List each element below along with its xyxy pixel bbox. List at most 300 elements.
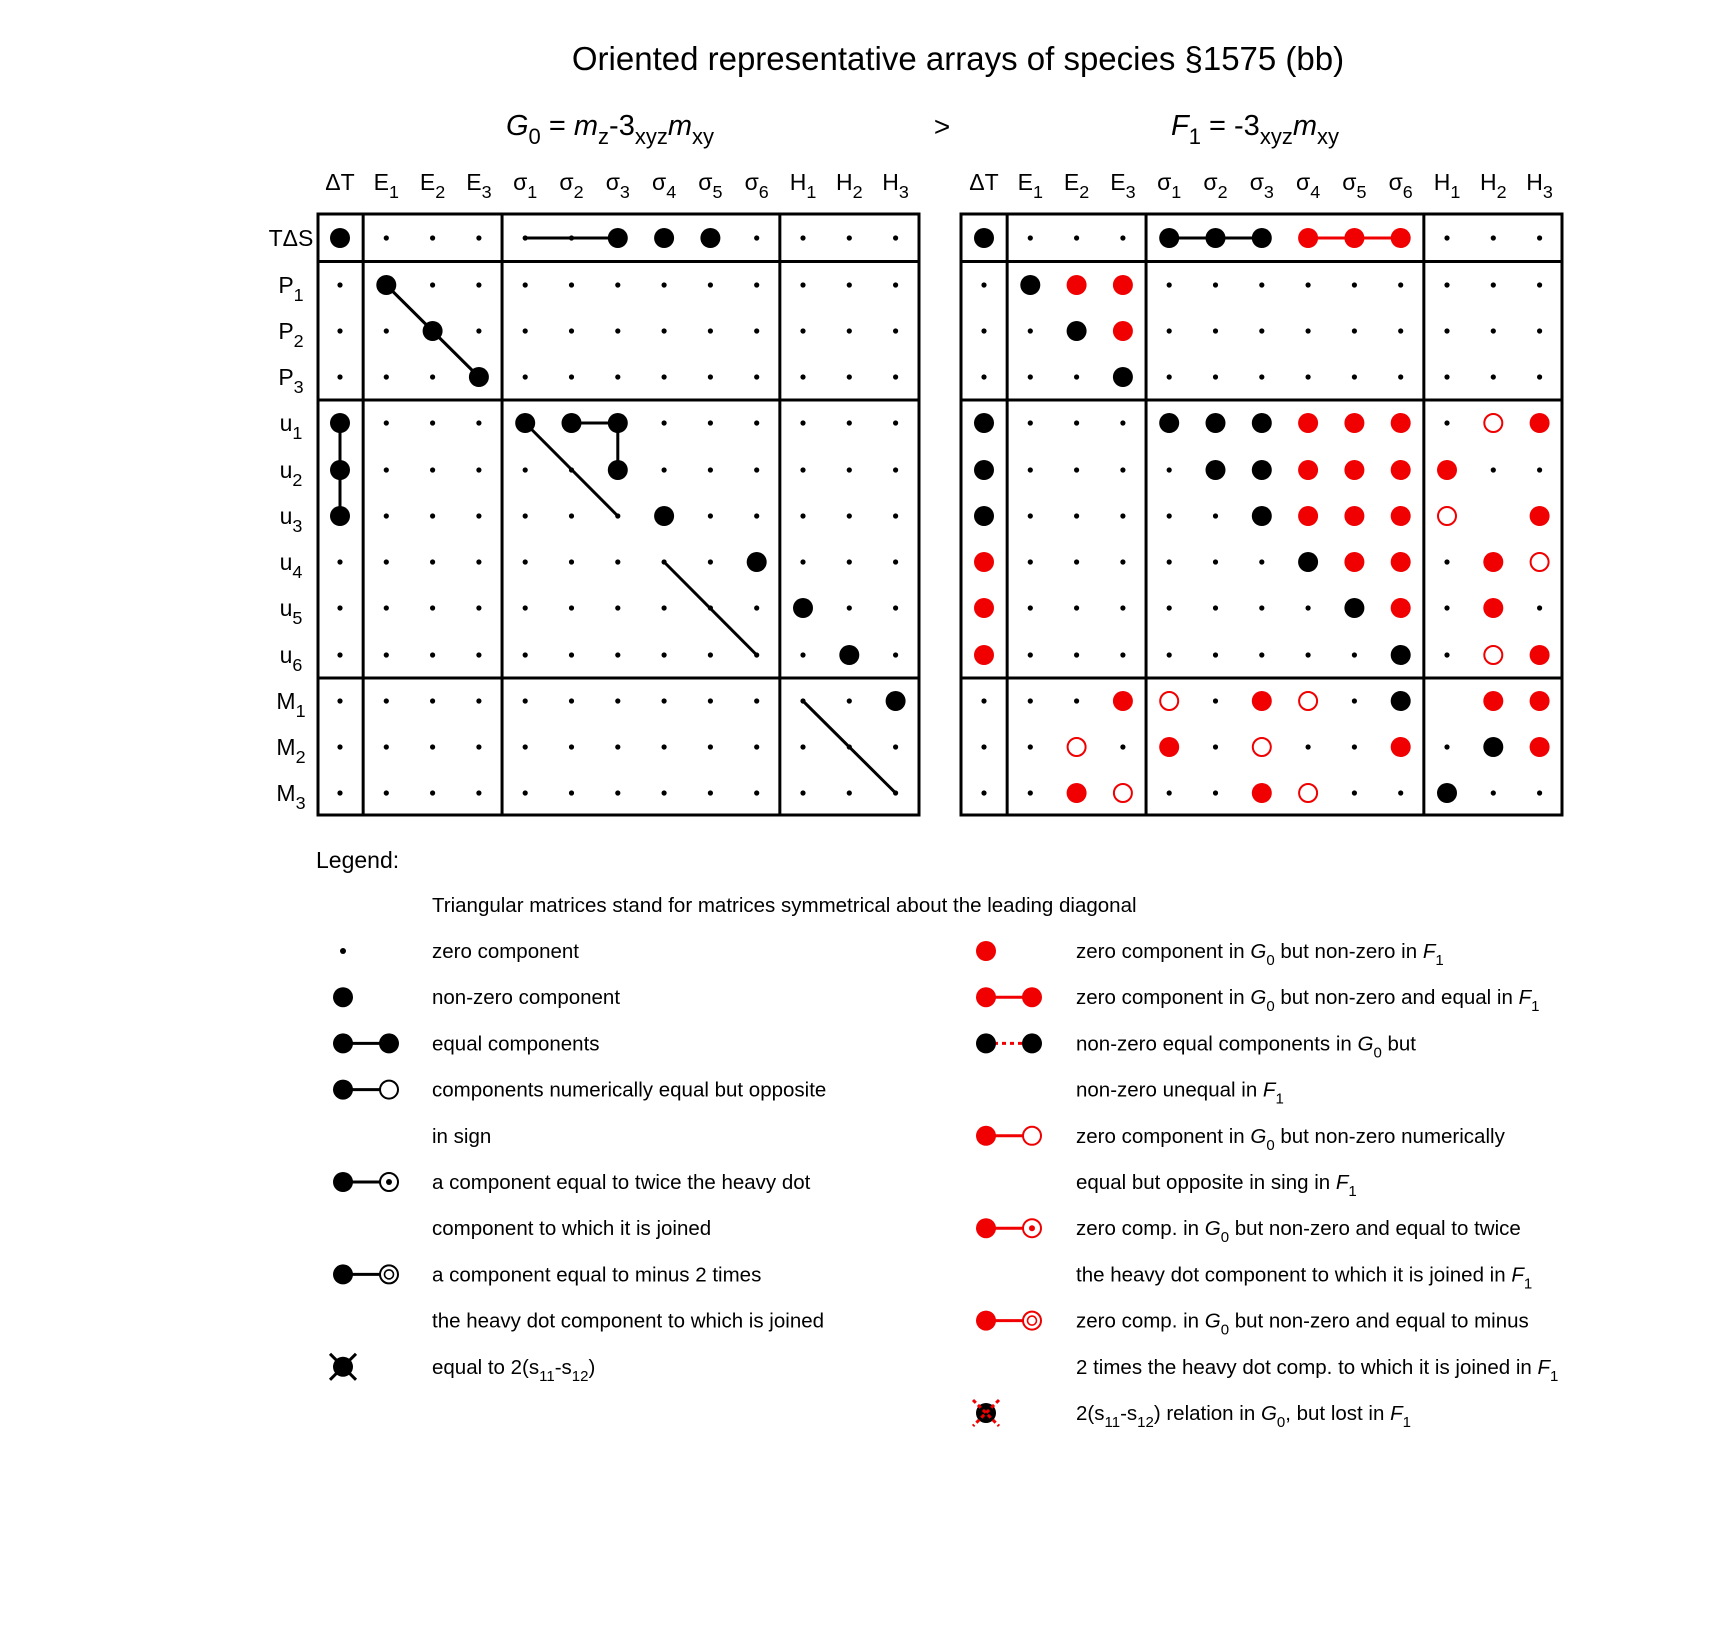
new-nonzero-component bbox=[1344, 506, 1364, 526]
equal-symbol bbox=[333, 1033, 399, 1053]
cross-symbol bbox=[330, 1354, 356, 1380]
new-nonzero-component bbox=[974, 552, 994, 572]
zero-component bbox=[1306, 652, 1311, 657]
zero-component bbox=[615, 652, 620, 657]
zero-component bbox=[384, 420, 389, 425]
zero-component bbox=[476, 652, 481, 657]
zero-component bbox=[1120, 605, 1125, 610]
zero-component bbox=[800, 790, 805, 795]
zero-component bbox=[800, 559, 805, 564]
zero-component bbox=[1491, 374, 1496, 379]
new-nonzero-component bbox=[1483, 552, 1503, 572]
zero-component bbox=[569, 559, 574, 564]
legend-item bbox=[976, 1032, 1416, 1107]
opposite-sign-component bbox=[1484, 414, 1502, 432]
new-nonzero-component bbox=[1530, 413, 1550, 433]
big-symbol bbox=[333, 987, 353, 1007]
nonzero-component bbox=[1344, 598, 1364, 618]
legend-text: zero component in $G_0$ but non-zero and equal in $F_1$ bbox=[1076, 986, 1540, 1016]
new-nonzero-component bbox=[974, 645, 994, 665]
column-header: $H_3$ bbox=[1526, 169, 1553, 203]
zero-component bbox=[1444, 559, 1449, 564]
zero-component bbox=[523, 282, 528, 287]
nonzero-component bbox=[1391, 691, 1411, 711]
nonzero-component bbox=[330, 413, 350, 433]
zero-component bbox=[476, 328, 481, 333]
zero-component bbox=[708, 420, 713, 425]
zero-component bbox=[1120, 467, 1125, 472]
nonzero-component bbox=[330, 460, 350, 480]
legend-text: zero component in $G_0$ but non-zero numerically bbox=[1076, 1124, 1505, 1154]
nonzero-component bbox=[469, 367, 489, 387]
new-nonzero-component bbox=[1344, 413, 1364, 433]
opposite-symbol bbox=[333, 1080, 398, 1100]
zero-component bbox=[893, 328, 898, 333]
zero-component bbox=[1444, 374, 1449, 379]
new-nonzero-component bbox=[1483, 598, 1503, 618]
legend-text: zero comp. in $G_0$ but non-zero and equal to minus bbox=[1076, 1309, 1529, 1339]
zero-component bbox=[1352, 790, 1357, 795]
zero-component bbox=[708, 282, 713, 287]
column-header: $E_2$ bbox=[1063, 169, 1090, 203]
new-nonzero-component bbox=[1530, 645, 1550, 665]
zero-component bbox=[569, 374, 574, 379]
nonzero-component bbox=[562, 413, 582, 433]
zero-component bbox=[847, 282, 852, 287]
zero-component bbox=[1120, 235, 1125, 240]
legend-item bbox=[340, 940, 579, 963]
zero-component bbox=[337, 282, 342, 287]
zero-component bbox=[708, 790, 713, 795]
zero-component bbox=[1213, 328, 1218, 333]
zero-component bbox=[430, 744, 435, 749]
nonzero-component bbox=[1206, 460, 1226, 480]
legend-text: component to which it is joined bbox=[432, 1217, 712, 1241]
zero-component bbox=[1074, 559, 1079, 564]
zero-component bbox=[981, 698, 986, 703]
comparison-sign: > bbox=[933, 111, 951, 142]
row-label: $u_6$ bbox=[279, 642, 303, 676]
zero-component bbox=[1537, 374, 1542, 379]
column-header: $H_1$ bbox=[1433, 169, 1461, 203]
new-nonzero-component bbox=[1344, 460, 1364, 480]
zero-component bbox=[569, 282, 574, 287]
zero-component bbox=[569, 605, 574, 610]
nonzero-component bbox=[1206, 413, 1226, 433]
column-header: $\sigma_1$ bbox=[513, 169, 538, 203]
zero-component bbox=[847, 790, 852, 795]
legend-item bbox=[330, 1354, 595, 1385]
zero-component bbox=[800, 467, 805, 472]
legend-text: zero comp. in $G_0$ but non-zero and equal to twice bbox=[1076, 1217, 1521, 1247]
new-nonzero-component bbox=[1298, 460, 1318, 480]
legend-item bbox=[976, 986, 1539, 1015]
nonzero-component bbox=[793, 598, 813, 618]
zero-component bbox=[708, 374, 713, 379]
zero-component bbox=[1167, 513, 1172, 518]
zero-component bbox=[1120, 513, 1125, 518]
zero-component bbox=[569, 698, 574, 703]
zero-component bbox=[1074, 652, 1079, 657]
column-header: $E_1$ bbox=[373, 169, 399, 203]
zero-component bbox=[754, 282, 759, 287]
zero-component bbox=[754, 374, 759, 379]
row-label: $P_1$ bbox=[278, 272, 304, 306]
zero-component bbox=[1074, 467, 1079, 472]
legend-item bbox=[976, 1217, 1532, 1292]
twice-symbol bbox=[333, 1172, 398, 1192]
zero-component bbox=[1028, 790, 1033, 795]
zero-component bbox=[1352, 744, 1357, 749]
column-header: $\sigma_6$ bbox=[744, 169, 769, 203]
zero-component bbox=[430, 513, 435, 518]
nonzero-component bbox=[515, 413, 535, 433]
zero-component bbox=[1213, 652, 1218, 657]
zero-component bbox=[337, 328, 342, 333]
zero-component bbox=[569, 744, 574, 749]
nonzero-component bbox=[747, 552, 767, 572]
legend-text: zero component in $G_0$ but non-zero in $F_1$ bbox=[1076, 940, 1444, 969]
row-label: $M_2$ bbox=[276, 734, 306, 768]
zero-component bbox=[430, 420, 435, 425]
nonzero-component bbox=[1298, 552, 1318, 572]
zero-component bbox=[384, 559, 389, 564]
opposite-sign-component bbox=[1299, 784, 1317, 802]
zero-component bbox=[847, 744, 852, 749]
zero-component bbox=[615, 328, 620, 333]
row-label: $M_1$ bbox=[276, 688, 306, 722]
column-header: $\sigma_2$ bbox=[1203, 169, 1228, 203]
new-nonzero-component bbox=[1067, 783, 1087, 803]
zero-component bbox=[337, 744, 342, 749]
legend-text: equal to $2(s_{11}-s_{12})$ bbox=[432, 1355, 596, 1385]
zero-component bbox=[662, 744, 667, 749]
zero-component bbox=[662, 420, 667, 425]
zero-component bbox=[430, 698, 435, 703]
zero-component bbox=[893, 605, 898, 610]
zero-component bbox=[981, 790, 986, 795]
zero-component bbox=[1074, 420, 1079, 425]
zero-component bbox=[1213, 282, 1218, 287]
zero-component bbox=[1444, 652, 1449, 657]
new-nonzero-component bbox=[1391, 228, 1411, 248]
zero-component bbox=[384, 235, 389, 240]
zero-component bbox=[1398, 790, 1403, 795]
zero-component bbox=[1213, 605, 1218, 610]
zero-component bbox=[662, 790, 667, 795]
new-nonzero-component bbox=[1113, 691, 1133, 711]
zero-component bbox=[615, 513, 620, 518]
zero-component bbox=[754, 744, 759, 749]
zero-component bbox=[662, 374, 667, 379]
nonzero-component bbox=[654, 506, 674, 526]
opposite-sign-component bbox=[1531, 553, 1549, 571]
nonzero-component bbox=[700, 228, 720, 248]
new-nonzero-component bbox=[1530, 737, 1550, 757]
zero-component bbox=[384, 467, 389, 472]
new-nonzero-component bbox=[1391, 413, 1411, 433]
legend-text: the heavy dot component to which is joined bbox=[432, 1309, 825, 1333]
zero-component bbox=[523, 467, 528, 472]
new-nonzero-component bbox=[1391, 552, 1411, 572]
zero-component bbox=[1167, 282, 1172, 287]
zero-component bbox=[1167, 559, 1172, 564]
zero-component bbox=[523, 698, 528, 703]
zero-component bbox=[1213, 559, 1218, 564]
nonzero-component bbox=[608, 413, 628, 433]
zero-component bbox=[800, 698, 805, 703]
nonzero-component bbox=[423, 321, 443, 341]
zero-component bbox=[1028, 235, 1033, 240]
zero-component bbox=[1444, 282, 1449, 287]
nonzero-component bbox=[1020, 275, 1040, 295]
zero-component bbox=[1491, 790, 1496, 795]
dotted-symbol bbox=[976, 1033, 1042, 1053]
legend-text: non-zero component bbox=[432, 986, 621, 1010]
zero-component bbox=[523, 605, 528, 610]
zero-component bbox=[847, 420, 852, 425]
red-minus2-symbol bbox=[976, 1311, 1041, 1331]
zero-component bbox=[1259, 559, 1264, 564]
legend-text: components numerically equal but opposite bbox=[432, 1078, 827, 1102]
zero-component bbox=[893, 559, 898, 564]
zero-component bbox=[1398, 328, 1403, 333]
small-symbol bbox=[340, 948, 346, 954]
zero-component bbox=[893, 467, 898, 472]
zero-component bbox=[1028, 652, 1033, 657]
zero-component bbox=[1352, 698, 1357, 703]
zero-component bbox=[1259, 652, 1264, 657]
zero-component bbox=[1167, 328, 1172, 333]
zero-component bbox=[754, 605, 759, 610]
zero-component bbox=[893, 374, 898, 379]
zero-component bbox=[476, 698, 481, 703]
zero-component bbox=[337, 559, 342, 564]
legend-heading: Legend: bbox=[316, 847, 400, 873]
zero-component bbox=[1259, 605, 1264, 610]
left-panel bbox=[269, 110, 919, 815]
zero-component bbox=[384, 744, 389, 749]
new-nonzero-component bbox=[1113, 275, 1133, 295]
zero-component bbox=[1120, 744, 1125, 749]
opposite-sign-component bbox=[1160, 692, 1178, 710]
row-label: $u_2$ bbox=[279, 457, 303, 491]
zero-component bbox=[476, 513, 481, 518]
zero-component bbox=[337, 698, 342, 703]
new-nonzero-component bbox=[1530, 506, 1550, 526]
column-header: $E_1$ bbox=[1017, 169, 1043, 203]
zero-component bbox=[1444, 328, 1449, 333]
zero-component bbox=[662, 467, 667, 472]
zero-component bbox=[476, 744, 481, 749]
new-nonzero-component bbox=[1391, 737, 1411, 757]
zero-component bbox=[337, 605, 342, 610]
row-label: $M_3$ bbox=[276, 780, 306, 814]
zero-component bbox=[476, 790, 481, 795]
zero-component bbox=[1120, 652, 1125, 657]
legend-text: zero component bbox=[432, 940, 580, 963]
zero-component bbox=[847, 328, 852, 333]
zero-component bbox=[1074, 698, 1079, 703]
zero-component bbox=[981, 374, 986, 379]
nonzero-component bbox=[1391, 645, 1411, 665]
zero-component bbox=[430, 652, 435, 657]
column-header: $\sigma_3$ bbox=[605, 169, 630, 203]
new-nonzero-component bbox=[974, 598, 994, 618]
red-cross-symbol bbox=[973, 1400, 999, 1426]
zero-component bbox=[569, 790, 574, 795]
nonzero-component bbox=[1159, 413, 1179, 433]
legend-item bbox=[976, 1310, 1558, 1385]
nonzero-component bbox=[654, 228, 674, 248]
zero-component bbox=[476, 467, 481, 472]
legend-item bbox=[333, 986, 620, 1009]
zero-component bbox=[1259, 328, 1264, 333]
zero-component bbox=[569, 652, 574, 657]
column-header: $\sigma_5$ bbox=[698, 169, 723, 203]
zero-component bbox=[476, 420, 481, 425]
zero-component bbox=[384, 328, 389, 333]
nonzero-component bbox=[1252, 506, 1272, 526]
zero-component bbox=[1398, 282, 1403, 287]
nonzero-component bbox=[1437, 783, 1457, 803]
new-nonzero-component bbox=[1067, 275, 1087, 295]
new-nonzero-component bbox=[1159, 737, 1179, 757]
zero-component bbox=[1444, 605, 1449, 610]
zero-component bbox=[476, 605, 481, 610]
zero-component bbox=[1028, 744, 1033, 749]
column-header: ΔT bbox=[325, 169, 355, 195]
new-nonzero-component bbox=[1391, 598, 1411, 618]
zero-component bbox=[384, 652, 389, 657]
zero-component bbox=[523, 374, 528, 379]
zero-component bbox=[384, 790, 389, 795]
legend-text: equal components bbox=[432, 1032, 600, 1056]
zero-component bbox=[893, 513, 898, 518]
legend-text: $2(s_{11}-s_{12})$ relation in $G_0$, but lost in $F_1$ bbox=[1076, 1402, 1411, 1431]
zero-component bbox=[708, 605, 713, 610]
zero-component bbox=[1491, 328, 1496, 333]
zero-component bbox=[754, 235, 759, 240]
nonzero-component bbox=[974, 506, 994, 526]
zero-component bbox=[1352, 374, 1357, 379]
zero-component bbox=[1537, 328, 1542, 333]
zero-component bbox=[430, 235, 435, 240]
zero-component bbox=[1398, 374, 1403, 379]
zero-component bbox=[615, 559, 620, 564]
zero-component bbox=[754, 328, 759, 333]
zero-component bbox=[662, 328, 667, 333]
zero-component bbox=[800, 328, 805, 333]
new-nonzero-component bbox=[1298, 413, 1318, 433]
column-header: $\sigma_4$ bbox=[652, 169, 677, 203]
zero-component bbox=[384, 698, 389, 703]
zero-component bbox=[800, 420, 805, 425]
column-header: $\sigma_2$ bbox=[559, 169, 584, 203]
zero-component bbox=[1074, 605, 1079, 610]
new-nonzero-component bbox=[1344, 228, 1364, 248]
zero-component bbox=[523, 513, 528, 518]
zero-component bbox=[1306, 744, 1311, 749]
zero-component bbox=[615, 698, 620, 703]
zero-component bbox=[337, 652, 342, 657]
zero-component bbox=[981, 282, 986, 287]
zero-component bbox=[1306, 328, 1311, 333]
opposite-sign-component bbox=[1438, 507, 1456, 525]
nonzero-component bbox=[608, 228, 628, 248]
legend-text: in sign bbox=[432, 1124, 492, 1148]
zero-component bbox=[1167, 467, 1172, 472]
zero-component bbox=[384, 513, 389, 518]
nonzero-component bbox=[330, 506, 350, 526]
new-nonzero-component bbox=[1113, 321, 1133, 341]
zero-component bbox=[662, 559, 667, 564]
zero-component bbox=[847, 467, 852, 472]
zero-component bbox=[430, 605, 435, 610]
left-formula: $G_0 = m_z-3_{xyz}m_{xy}$ bbox=[505, 110, 715, 149]
zero-component bbox=[615, 374, 620, 379]
zero-component bbox=[1120, 420, 1125, 425]
zero-component bbox=[1259, 282, 1264, 287]
legend-text: non-zero equal components in $G_0$ but bbox=[1076, 1032, 1416, 1062]
nonzero-component bbox=[974, 413, 994, 433]
zero-component bbox=[800, 374, 805, 379]
nonzero-component bbox=[974, 460, 994, 480]
zero-component bbox=[523, 790, 528, 795]
zero-component bbox=[708, 513, 713, 518]
zero-component bbox=[662, 652, 667, 657]
zero-component bbox=[384, 374, 389, 379]
zero-component bbox=[847, 559, 852, 564]
zero-component bbox=[1491, 235, 1496, 240]
legend-item bbox=[976, 1125, 1506, 1200]
nonzero-component bbox=[1159, 228, 1179, 248]
opposite-sign-component bbox=[1068, 738, 1086, 756]
zero-component bbox=[1213, 790, 1218, 795]
zero-component bbox=[1028, 698, 1033, 703]
zero-component bbox=[847, 605, 852, 610]
right-panel bbox=[961, 110, 1562, 815]
zero-component bbox=[1167, 605, 1172, 610]
zero-component bbox=[800, 652, 805, 657]
legend-item bbox=[333, 1263, 824, 1332]
zero-component bbox=[754, 790, 759, 795]
zero-component bbox=[523, 328, 528, 333]
zero-component bbox=[430, 559, 435, 564]
legend-text: non-zero unequal in $F_1$ bbox=[1076, 1078, 1284, 1108]
zero-component bbox=[847, 374, 852, 379]
zero-component bbox=[708, 559, 713, 564]
zero-component bbox=[1028, 420, 1033, 425]
zero-component bbox=[1213, 374, 1218, 379]
new-nonzero-component bbox=[1252, 783, 1272, 803]
zero-component bbox=[523, 744, 528, 749]
nonzero-component bbox=[1067, 321, 1087, 341]
zero-component bbox=[1444, 235, 1449, 240]
zero-component bbox=[1120, 559, 1125, 564]
nonzero-component bbox=[886, 691, 906, 711]
column-header: ΔT bbox=[969, 169, 999, 195]
zero-component bbox=[430, 282, 435, 287]
zero-component bbox=[1028, 559, 1033, 564]
legend-item bbox=[333, 1079, 826, 1148]
zero-component bbox=[1491, 282, 1496, 287]
nonzero-component bbox=[1252, 228, 1272, 248]
legend-item bbox=[333, 1171, 811, 1240]
zero-component bbox=[615, 605, 620, 610]
zero-component bbox=[708, 698, 713, 703]
zero-component bbox=[1306, 374, 1311, 379]
